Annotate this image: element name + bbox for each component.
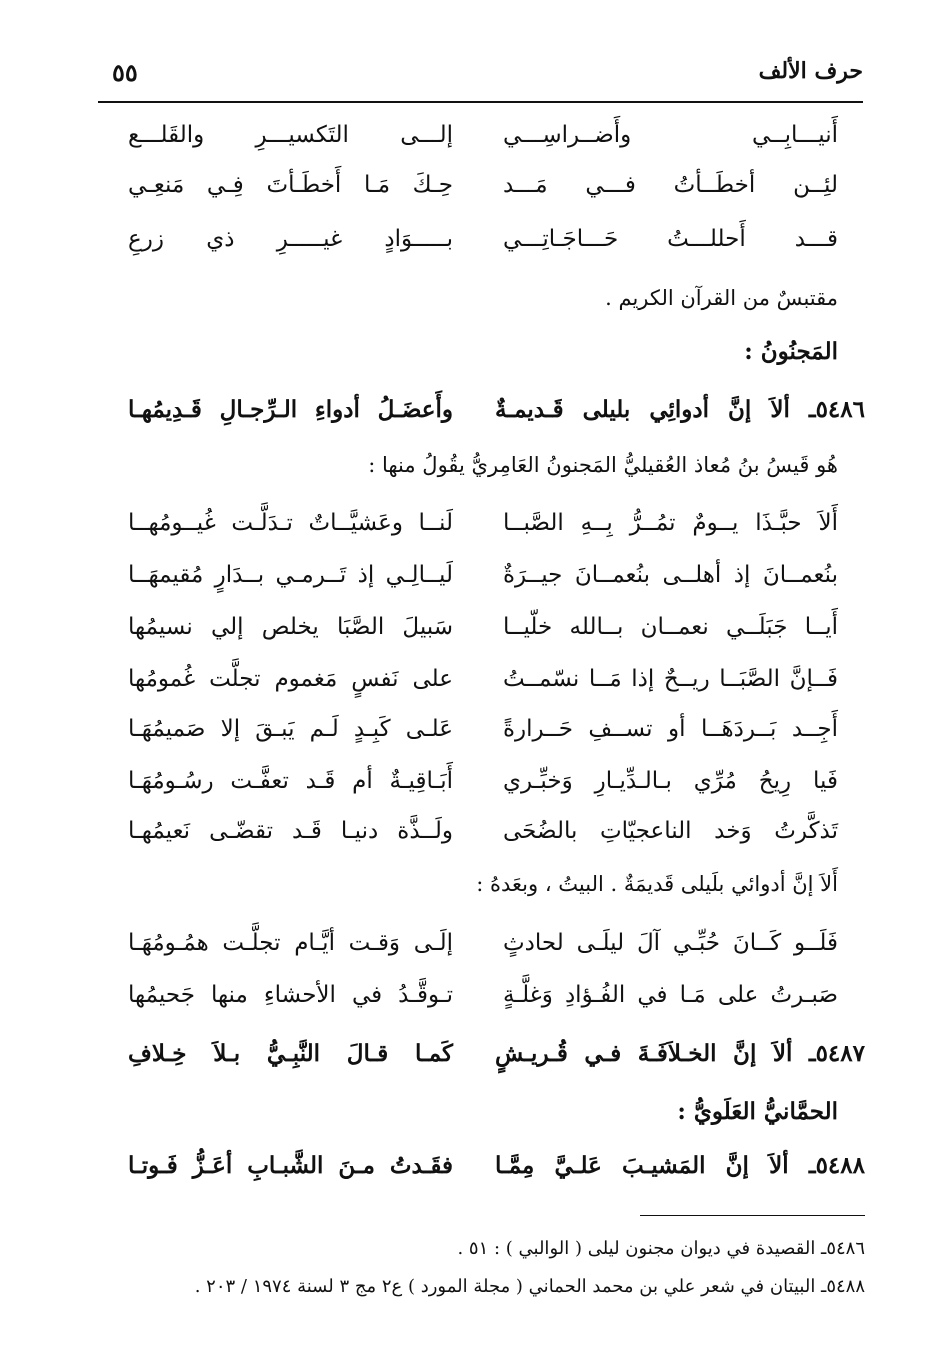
verse-hemistich-right: فَيا رِيحُ مُرِّي بـالـدِّيـارِ وَخبِّـري xyxy=(503,768,838,794)
verse-5486-right: ٥٤٨٦ـ ألاَ إنَّ أدوائِي بليلى قَـديمـةٌ xyxy=(495,396,865,423)
footnote-divider xyxy=(640,1215,865,1216)
poet-heading-majnun: المَجنُونُ : xyxy=(744,338,838,365)
verse-hemistich-left: ولَــذَّة دنيـا قَـد تقضّـى نَعيمُهـا xyxy=(128,818,453,844)
verse-hemistich-left: حِـكَ مَـا أَخطَـأتَ فِـي مَنعِـي xyxy=(128,172,453,198)
verse-hemistich-left: أَبَـاقِيـةٌ أم قَـد تعفَّـت رسُـومُهَـا xyxy=(128,768,453,794)
verse-5487-right: ٥٤٨٧ـ ألاَ إنَّ الخـلاَفَـةَ فـي قُـريـشٍ xyxy=(495,1040,865,1067)
verse-hemistich-right: قـــد أَحللـــتُ حَـــاجَـاتِـــي xyxy=(503,226,838,252)
verse-hemistich-right: لئِــن أخطَــأتُ فـــي مَـــد xyxy=(503,172,838,198)
quran-note: مقتبسٌ من القرآن الكريم . xyxy=(605,286,838,310)
header-divider xyxy=(98,101,863,103)
verse-hemistich-right: أَجِــد بَــردَهَــا أو تســفِ حَــرارةً xyxy=(503,716,838,742)
verse-hemistich-left: بـــــوَادٍ غيـــــرِ ذي زرعِ xyxy=(128,226,453,252)
verse-hemistich-left: عَلـى كَبِـدٍ لَـم يَبـقَ إلا صَميمُهَـا xyxy=(128,716,453,742)
poet-heading-himmani: الحمَّانيُّ العَلَويُّ : xyxy=(677,1098,838,1125)
verse-hemistich-right: أَنيـــابِــي وأَضــراسِـــي xyxy=(503,122,838,148)
verse-hemistich-right: صَبـرتُ على مَـا في الفُـؤادِ وَغلَّـةٍ xyxy=(503,982,838,1008)
verse-hemistich-left: على نَفسٍ مَغموم تجلَّت غُمومُها xyxy=(128,666,453,692)
verse-hemistich-right: بنُعمــانَ إذ أهلــى بنُعمــانَ جيــرَةٌ xyxy=(503,562,838,588)
page-number: ٥٥ xyxy=(112,58,138,87)
verse-5488-left: فقَـدتُ مـنَ الشَّبـابِ أعَـزُّ فَـوتـا xyxy=(128,1152,453,1179)
intro-qays: هُو قَيسُ بنُ مُعاذ العُقيليُّ المَجنونُ العَامِريُّ يقُولُ منها : xyxy=(368,453,838,477)
verse-hemistich-left: إلَـى وَقـت أيَّـام تجلَّـت همُـومُهَـا xyxy=(128,930,453,956)
after-note: أَلاَ إنَّ أدوائي بلَيلى قَديمَةٌ . البيتُ ، وبعَدهُ : xyxy=(476,872,838,896)
footnote: ٥٤٨٦ـ القصيدة في ديوان مجنون ليلى ( الوالبي ) : ٥١ . xyxy=(457,1238,865,1259)
verse-5487-left: كَمـا قـالَ النَّبِـيُّ بـلاَ خِـلافِ xyxy=(128,1040,453,1067)
verse-hemistich-right: أَيــا جَبَلَــي نعمــان بــالله خلّيــا xyxy=(503,614,838,640)
chapter-title: حرف الألف xyxy=(758,58,863,84)
verse-hemistich-right: فَلَــو كَــانَ حُبِّـي آلَ ليلَـى لحادثٍ xyxy=(503,930,838,956)
verse-hemistich-left: تـوقَّـدُ في الأحشاءِ منها جَحيمُها xyxy=(128,982,453,1008)
verse-hemistich-left: سَبيلَ الصَّبَا يخلص إلي نسيمُها xyxy=(128,614,453,640)
verse-hemistich-right: أَلاَ حبَّـذَا يــومٌ تمُــرُّ بِــهِ الصَّبــا xyxy=(503,510,838,536)
footnote: ٥٤٨٨ـ البيتان في شعر علي بن محمد الحماني ( مجلة المورد ) ع٢ مج ٣ لسنة ١٩٧٤ / ٢٠٣ . xyxy=(194,1276,865,1297)
verse-5486-left: وأَعضَـلُ أدواءِ الـرِّجـالِ قَـدِيمُهـا xyxy=(128,396,453,423)
verse-hemistich-left: إلـــى التَكسيـــرِ والقَلـــع xyxy=(128,122,453,148)
verse-5488-right: ٥٤٨٨ـ ألاَ إنَّ المَشيـبَ عَلـيَّ مِمَّـا xyxy=(495,1152,865,1179)
verse-hemistich-right: تَذكَّرتُ وَخد الناعجيّاتِ بالضُحَى xyxy=(503,818,838,844)
verse-hemistich-left: لَنــا وعَشيَّــاتٌ تـدَلَّـت غُيــومُهــا xyxy=(128,510,453,536)
verse-hemistich-left: لَيــالِـي إذ تَــرمـي بــدَارٍ مُقيمهَــا xyxy=(128,562,453,588)
verse-hemistich-right: فَــإنَّ الصَّبَــا ريــحٌ إذا مَــا نسّمــتُ xyxy=(503,666,838,692)
